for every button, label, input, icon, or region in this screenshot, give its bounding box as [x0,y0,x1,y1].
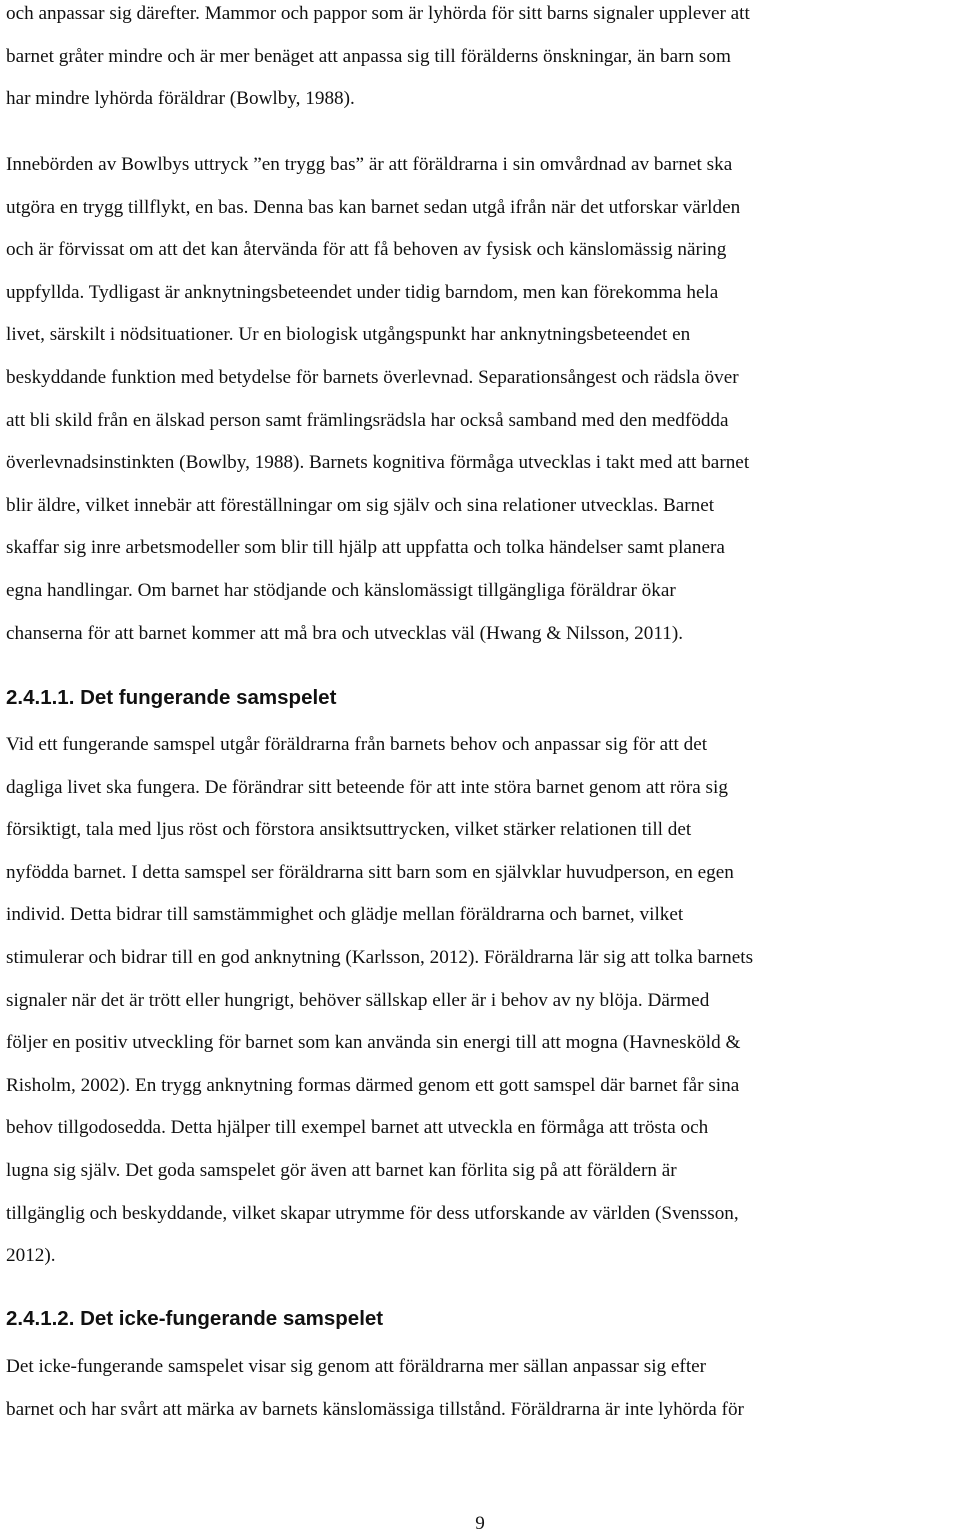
text-line: tillgänglig och beskyddande, vilket skapar utrymme för dess utforskande av världen (Svensson, [6,1202,739,1224]
section-heading-fungerande-samspelet: 2.4.1.1. Det fungerande samspelet [6,686,337,709]
text-line: nyfödda barnet. I detta samspel ser föräldrarna sitt barn som en självklar huvudperson, en egen [6,861,734,883]
text-line: utgöra en trygg tillflykt, en bas. Denna bas kan barnet sedan utgå ifrån när det utforskar världen [6,196,741,218]
paragraph-icke-fungerande-samspel [6,1346,744,1431]
text-line: barnet och har svårt att märka av barnets känslomässiga tillstånd. Föräldrarna är inte lyhörda för [6,1398,744,1420]
text-line: individ. Detta bidrar till samstämmighet och glädje mellan föräldrarna och barnet, vilket [6,904,684,926]
text-line: och anpassar sig därefter. Mammor och pappor som är lyhörda för sitt barns signaler upplever att [6,3,750,24]
text-line: Vid ett fungerande samspel utgår föräldrarna från barnets behov och anpassar sig för att det [6,734,708,755]
paragraph-fungerande-samspel [6,724,753,1278]
text-line: lugna sig själv. Det goda samspelet gör även att barnet kan förlita sig på att föräldern är [6,1159,677,1181]
page-number: 9 [475,1513,485,1534]
text-line: Innebörden av Bowlbys uttryck ”en trygg bas” är att föräldrarna i sin omvårdnad av barnet ska [6,154,733,175]
text-line: signaler när det är trött eller hungrigt, behöver sällskap eller är i behov av ny blöja. Därmed [6,989,710,1011]
text-line: beskyddande funktion med betydelse för barnets överlevnad. Separationsångest och rädsla över [6,366,739,388]
text-line: att bli skild från en älskad person samt främlingsrädsla har också samband med den medfödda [6,409,729,431]
text-line: behov tillgodosedda. Detta hjälper till exempel barnet att utveckla en förmåga att trösta och [6,1117,709,1139]
paragraph-trygg-bas [6,144,749,655]
section-heading-icke-fungerande-samspelet: 2.4.1.2. Det icke-fungerande samspelet [6,1307,384,1330]
text-line: uppfyllda. Tydligast är anknytningsbeteendet under tidig barndom, men kan förekomma hela [6,281,719,303]
text-line: Risholm, 2002). En trygg anknytning formas därmed genom ett gott samspel där barnet får sina [6,1074,740,1096]
text-line: chanserna för att barnet kommer att må bra och utvecklas väl (Hwang & Nilsson, 2011). [6,622,684,644]
text-line: livet, särskilt i nödsituationer. Ur en biologisk utgångspunkt har anknytningsbeteendet en [6,324,691,346]
text-line: följer en positiv utveckling för barnet som kan använda sin energi till att mogna (Havnesköld & [6,1032,741,1054]
text-line: Det icke-fungerande samspelet visar sig genom att föräldrarna mer sällan anpassar sig efter [6,1356,707,1377]
text-line: skaffar sig inre arbetsmodeller som blir till hjälp att uppfatta och tolka händelser samt planera [6,537,725,559]
text-line: 2012). [6,1245,56,1267]
text-line: försiktigt, tala med ljus röst och förstora ansiktsuttrycken, vilket stärker relationen till det [6,819,692,841]
text-line: överlevnadsinstinkten (Bowlby, 1988). Barnets kognitiva förmåga utvecklas i takt med att barnet [6,452,750,474]
text-line: egna handlingar. Om barnet har stödjande och känslomässigt tillgängliga föräldrar ökar [6,579,676,601]
text-line: dagliga livet ska fungera. De förändrar sitt beteende för att inte störa barnet genom att röra sig [6,776,728,798]
paragraph-intro-continuation [6,0,750,121]
text-line: blir äldre, vilket innebär att föreställningar om sig själv och sina relationer utvecklas. Barnet [6,494,715,516]
text-line: och är förvissat om att det kan återvända för att få behoven av fysisk och känslomässig näring [6,239,727,261]
text-line: stimulerar och bidrar till en god anknytning (Karlsson, 2012). Föräldrarna lär sig att tolka barnets [6,946,754,968]
text-line: barnet gråter mindre och är mer benäget att anpassa sig till förälderns önskningar, än barn som [6,45,731,67]
text-line: har mindre lyhörda föräldrar (Bowlby, 1988). [6,88,355,110]
